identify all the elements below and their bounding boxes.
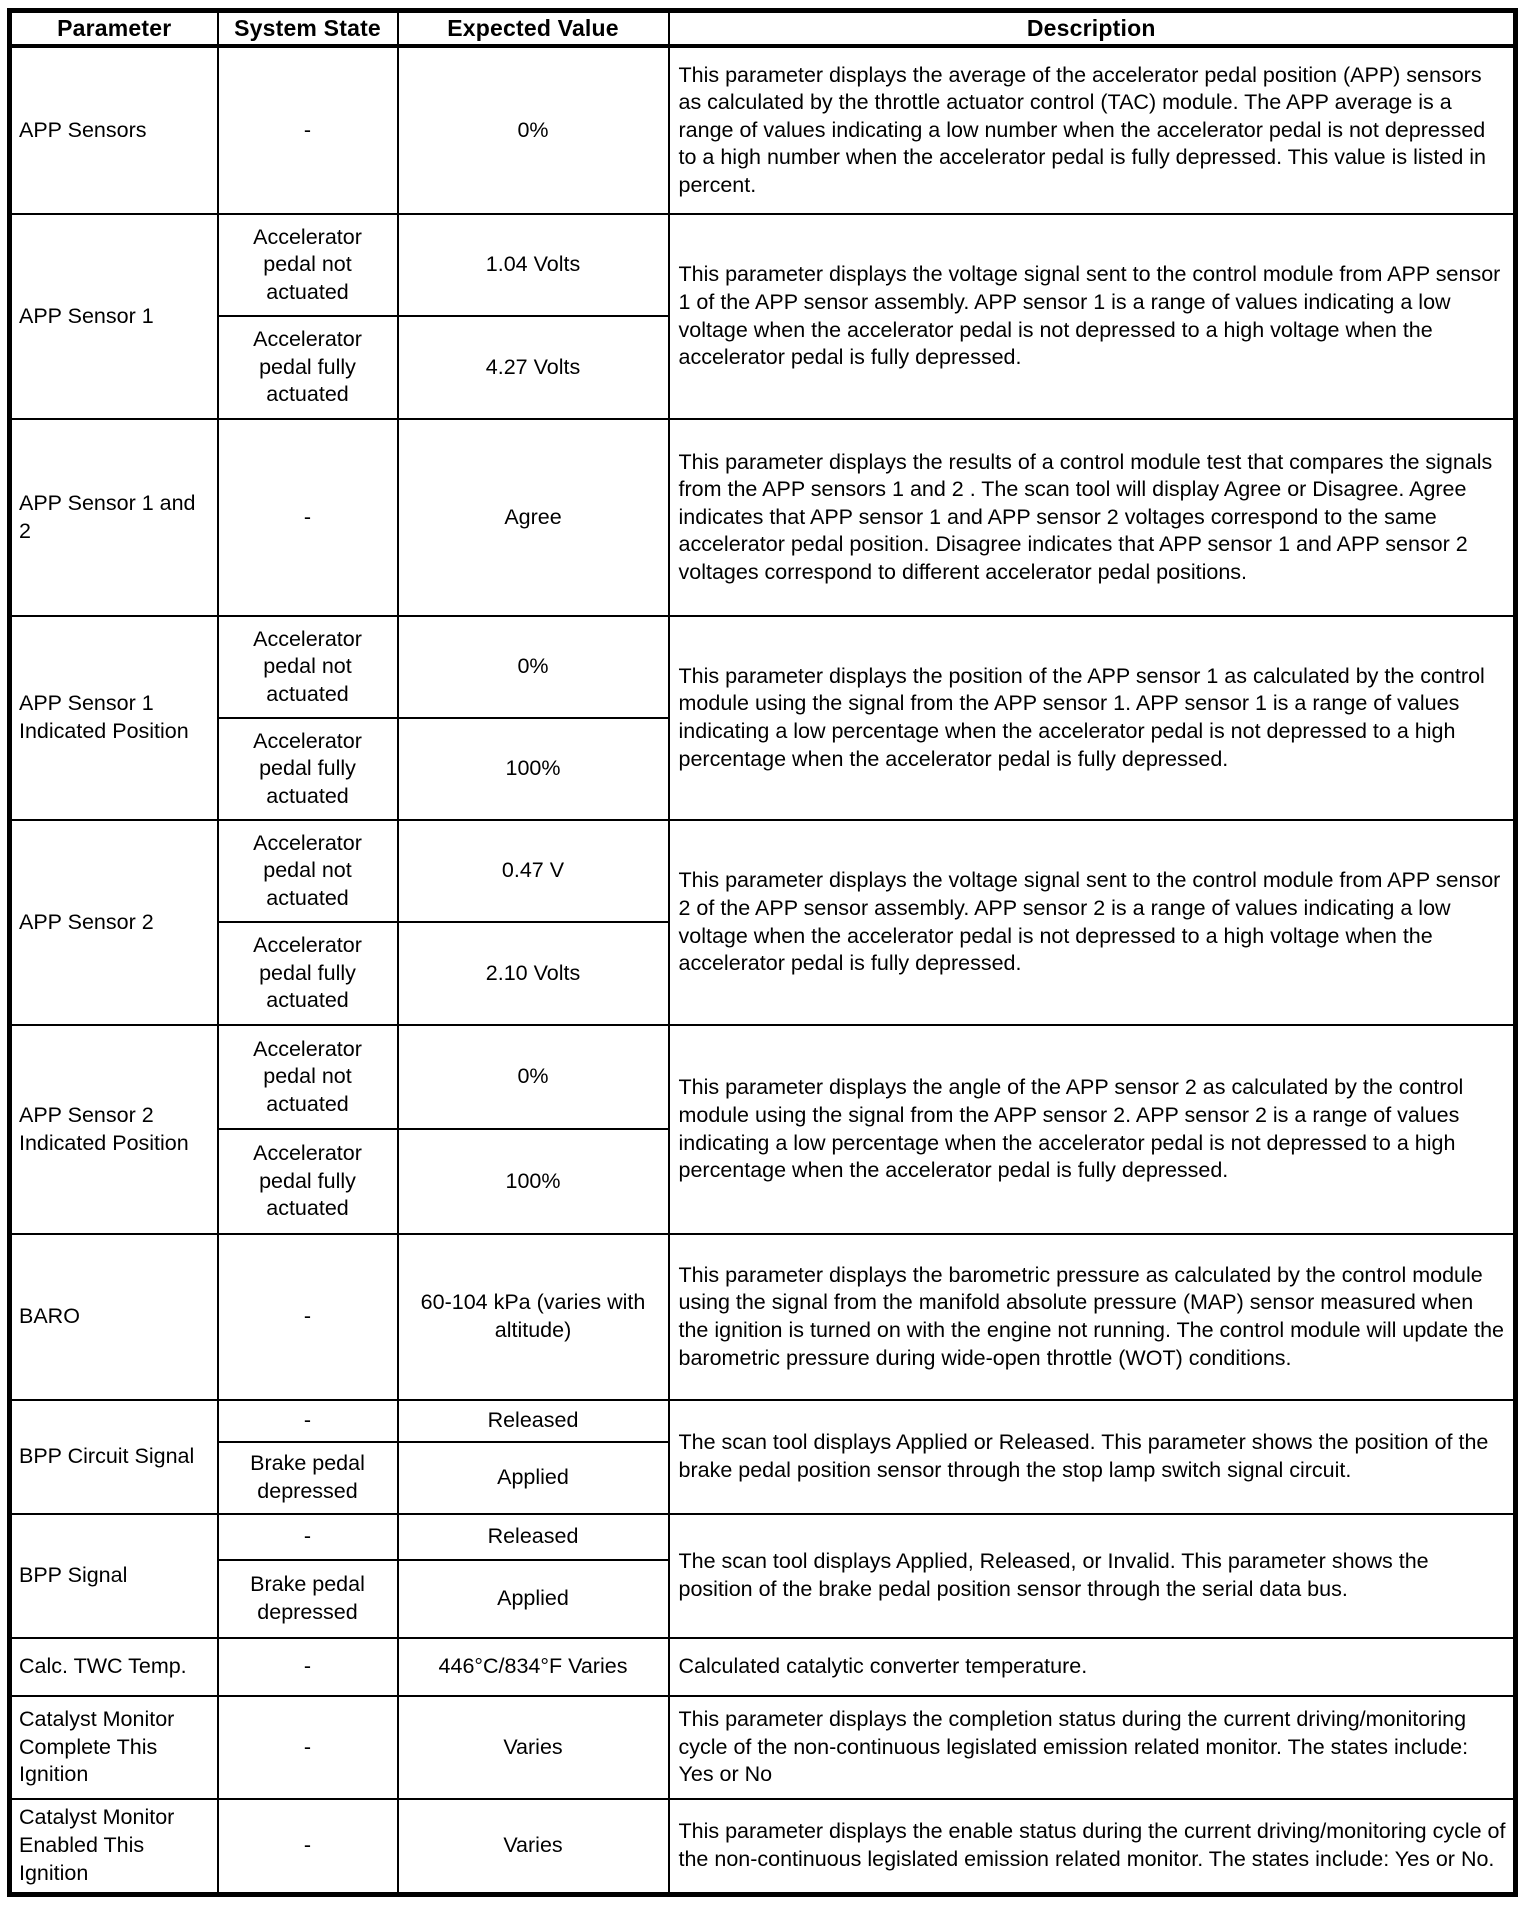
state-cell: -	[218, 1400, 398, 1442]
state-cell: -	[218, 1696, 398, 1799]
table-row	[10, 616, 1516, 718]
state-cell: Accelerator pedal fully actuated	[218, 922, 398, 1025]
state-cell: Accelerator pedal not actuated	[218, 1025, 398, 1129]
table-row	[10, 419, 1516, 616]
desc-cell: This parameter displays the voltage signal sent to the control module from APP sensor 2 of the APP sensor assembly. APP sensor 2 is a range of values indicating a low voltage when the accelerator pedal is not depressed to a high voltage when the accelerator pedal is fully depressed.	[669, 820, 1516, 1025]
table-row	[10, 1799, 1516, 1894]
param-cell: APP Sensor 1	[10, 214, 218, 419]
value-cell: Varies	[398, 1696, 669, 1799]
state-cell: Accelerator pedal fully actuated	[218, 1129, 398, 1234]
value-cell: 0%	[398, 46, 669, 214]
desc-cell: The scan tool displays Applied, Released, or Invalid. This parameter shows the position of the brake pedal position sensor through the serial data bus.	[669, 1514, 1516, 1638]
value-cell: Applied	[398, 1442, 669, 1514]
value-cell: Agree	[398, 419, 669, 616]
value-cell: 446°C/834°F Varies	[398, 1638, 669, 1696]
desc-cell: This parameter displays the angle of the APP sensor 2 as calculated by the control module using the signal from the APP sensor 2. APP sensor 2 is a range of values indicating a low percentage when the accelerator pedal is not depressed to a high percentage when the accelerator pedal is fully depressed.	[669, 1025, 1516, 1234]
value-cell: 1.04 Volts	[398, 214, 669, 316]
desc-cell: The scan tool displays Applied or Released. This parameter shows the position of the brake pedal position sensor through the stop lamp switch signal circuit.	[669, 1400, 1516, 1514]
state-cell: Accelerator pedal not actuated	[218, 820, 398, 922]
value-cell: 60-104 kPa (varies with altitude)	[398, 1234, 669, 1400]
scan-tool-parameter-table	[7, 8, 1518, 1897]
table-row	[10, 1400, 1516, 1442]
state-cell: -	[218, 1638, 398, 1696]
value-cell: 100%	[398, 1129, 669, 1234]
desc-cell: This parameter displays the position of the APP sensor 1 as calculated by the control module using the signal from the APP sensor 1. APP sensor 1 is a range of values indicating a low percentage when the accelerator pedal is not depressed to a high percentage when the accelerator pedal is fully depressed.	[669, 616, 1516, 820]
value-cell: Varies	[398, 1799, 669, 1894]
desc-cell: This parameter displays the voltage signal sent to the control module from APP sensor 1 of the APP sensor assembly. APP sensor 1 is a range of values indicating a low voltage when the accelerator pedal is not depressed to a high voltage when the accelerator pedal is fully depressed.	[669, 214, 1516, 419]
header-expected-value: Expected Value	[398, 11, 669, 47]
param-cell: APP Sensor 1 Indicated Position	[10, 616, 218, 820]
desc-cell: This parameter displays the results of a control module test that compares the signals from the APP sensors 1 and 2 . The scan tool will display Agree or Disagree. Agree indicates that APP sensor 1 and APP sensor 2 voltages correspond to the same accelerator pedal position. Disagree indicates that APP sensor 1 and APP sensor 2 voltages correspond to different accelerator pedal positions.	[669, 419, 1516, 616]
state-cell: Accelerator pedal fully actuated	[218, 718, 398, 820]
state-cell: Brake pedal depressed	[218, 1442, 398, 1514]
table-row	[10, 46, 1516, 214]
param-cell: Catalyst Monitor Complete This Ignition	[10, 1696, 218, 1799]
table-row	[10, 1025, 1516, 1129]
state-cell: -	[218, 46, 398, 214]
param-cell: Calc. TWC Temp.	[10, 1638, 218, 1696]
param-cell: APP Sensor 1 and 2	[10, 419, 218, 616]
state-cell: -	[218, 1234, 398, 1400]
value-cell: 0%	[398, 616, 669, 718]
param-cell: APP Sensors	[10, 46, 218, 214]
param-cell: APP Sensor 2 Indicated Position	[10, 1025, 218, 1234]
state-cell: Brake pedal depressed	[218, 1560, 398, 1638]
value-cell: 0%	[398, 1025, 669, 1129]
state-cell: -	[218, 1799, 398, 1894]
state-cell: Accelerator pedal fully actuated	[218, 316, 398, 419]
table-row	[10, 820, 1516, 922]
state-cell: -	[218, 1514, 398, 1560]
table-row	[10, 1638, 1516, 1696]
header-row	[10, 11, 1516, 47]
desc-cell: This parameter displays the completion status during the current driving/monitoring cycle of the non-continuous legislated emission related monitor. The states include: Yes or No	[669, 1696, 1516, 1799]
table-row	[10, 1514, 1516, 1560]
value-cell: Applied	[398, 1560, 669, 1638]
param-cell: Catalyst Monitor Enabled This Ignition	[10, 1799, 218, 1894]
table-row	[10, 214, 1516, 316]
table-row	[10, 1234, 1516, 1400]
state-cell: Accelerator pedal not actuated	[218, 616, 398, 718]
desc-cell: This parameter displays the average of the accelerator pedal position (APP) sensors as calculated by the throttle actuator control (TAC) module. The APP average is a range of values indicating a low number when the accelerator pedal is not depressed to a high number when the accelerator pedal is fully depressed. This value is listed in percent.	[669, 46, 1516, 214]
state-cell: -	[218, 419, 398, 616]
desc-cell: This parameter displays the barometric pressure as calculated by the control module using the signal from the manifold absolute pressure (MAP) sensor measured when the ignition is turned on with the engine not running. The control module will update the barometric pressure during wide-open throttle (WOT) conditions.	[669, 1234, 1516, 1400]
value-cell: 2.10 Volts	[398, 922, 669, 1025]
desc-cell: This parameter displays the enable status during the current driving/monitoring cycle of the non-continuous legislated emission related monitor. The states include: Yes or No.	[669, 1799, 1516, 1894]
header-system-state: System State	[218, 11, 398, 47]
state-cell: Accelerator pedal not actuated	[218, 214, 398, 316]
value-cell: 0.47 V	[398, 820, 669, 922]
value-cell: 100%	[398, 718, 669, 820]
value-cell: 4.27 Volts	[398, 316, 669, 419]
param-cell: BARO	[10, 1234, 218, 1400]
param-cell: BPP Circuit Signal	[10, 1400, 218, 1514]
desc-cell: Calculated catalytic converter temperature.	[669, 1638, 1516, 1696]
header-parameter: Parameter	[10, 11, 218, 47]
table-row	[10, 1696, 1516, 1799]
value-cell: Released	[398, 1400, 669, 1442]
value-cell: Released	[398, 1514, 669, 1560]
param-cell: BPP Signal	[10, 1514, 218, 1638]
header-description: Description	[669, 11, 1516, 47]
param-cell: APP Sensor 2	[10, 820, 218, 1025]
